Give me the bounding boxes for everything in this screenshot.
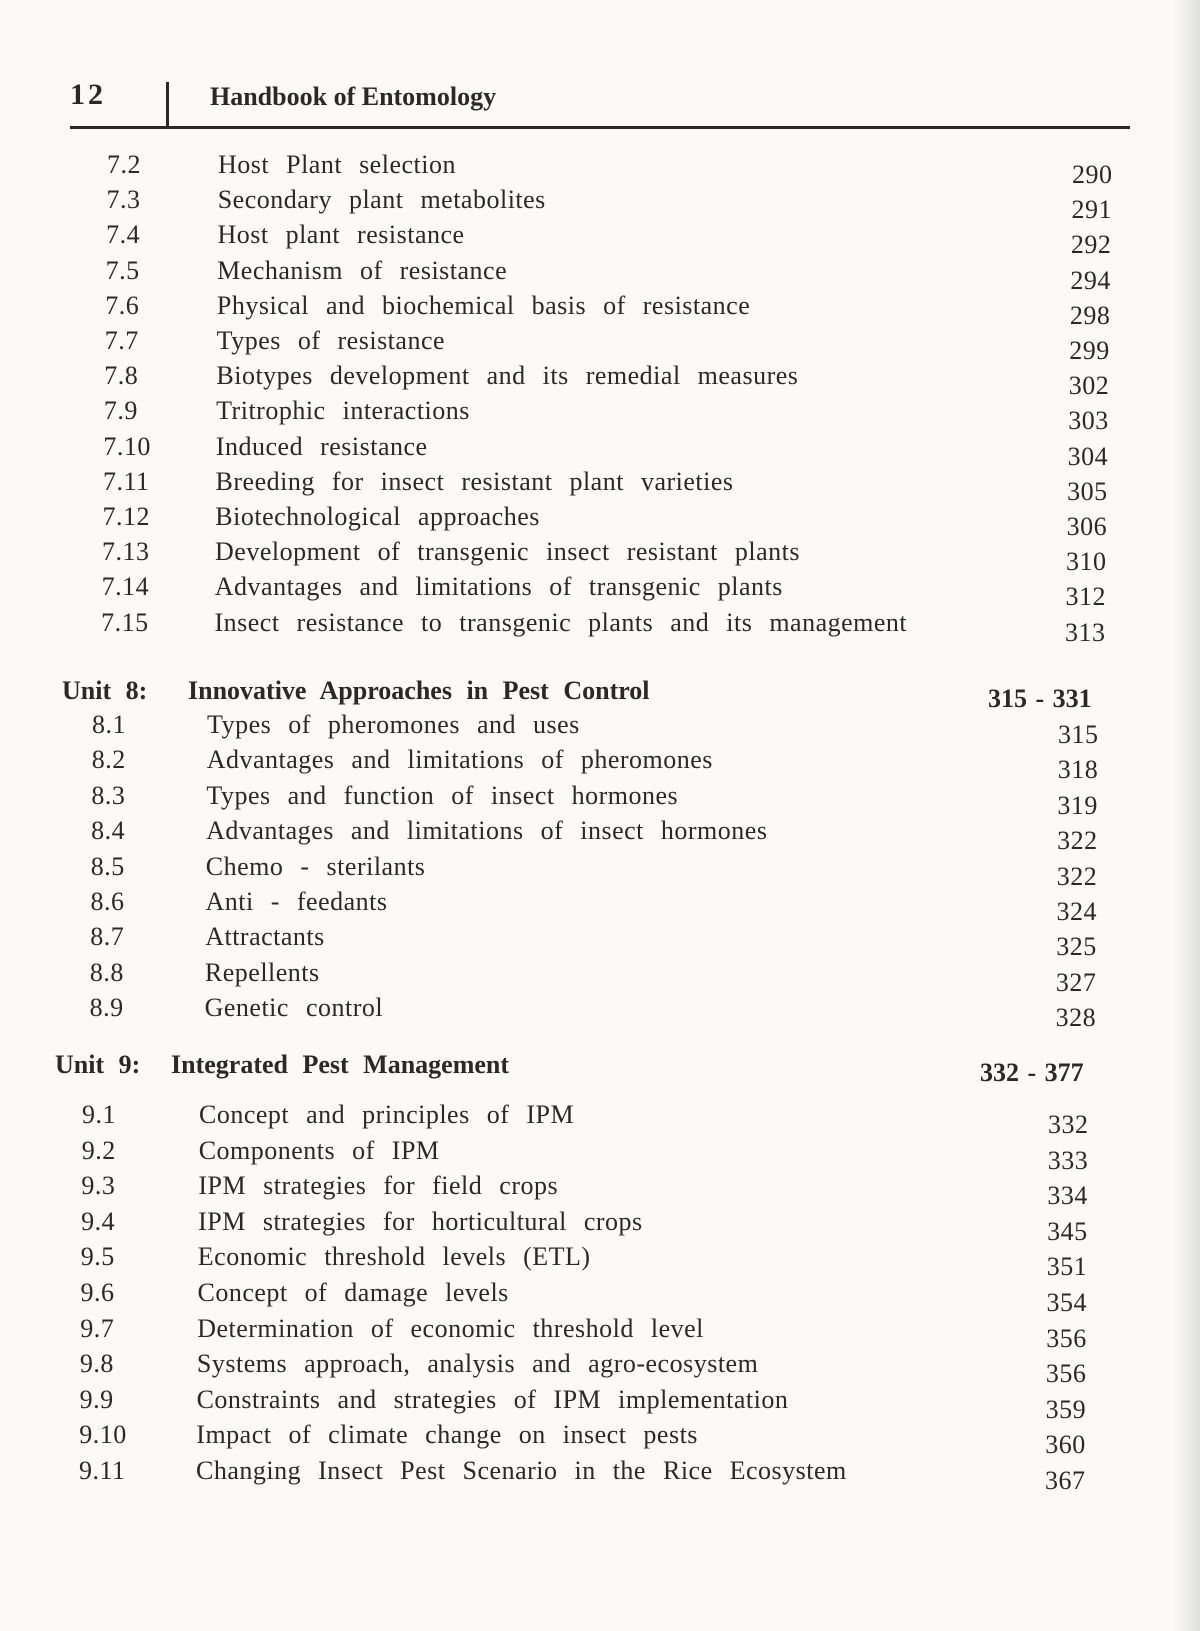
toc-entry	[90, 922, 1126, 962]
unit-heading	[62, 676, 1118, 712]
unit-title: Innovative Approaches in Pest Control	[188, 676, 650, 705]
toc-entry	[90, 851, 1127, 891]
section-number: 9.9	[79, 1384, 114, 1414]
section-number: 7.6	[105, 290, 140, 320]
section-title: Components of IPM	[198, 1135, 440, 1165]
page-number: 12	[70, 78, 106, 111]
section-number: 9.7	[80, 1313, 115, 1343]
section-number: 9.5	[80, 1242, 115, 1272]
unit-label: Unit 9:	[55, 1050, 141, 1079]
page-reference: 291	[1071, 195, 1112, 225]
section-title: Types and function of insect hormones	[206, 780, 679, 810]
page-reference: 359	[1045, 1394, 1087, 1424]
section-title: Constraints and strategies of IPM implementation	[196, 1384, 789, 1414]
section-title: Concept of damage levels	[197, 1278, 509, 1307]
section-title: Advantages and limitations of pheromones	[206, 745, 713, 775]
toc-entry	[102, 502, 1137, 541]
page-reference: 319	[1057, 790, 1098, 820]
page-reference: 303	[1068, 406, 1109, 436]
toc-entry	[102, 537, 1136, 577]
section-title: IPM strategies for field crops	[198, 1171, 559, 1201]
section-title: Types of pheromones and uses	[207, 710, 580, 739]
section-number: 9.11	[79, 1456, 126, 1485]
toc-entry	[107, 150, 1142, 189]
toc-entry	[79, 1349, 1116, 1389]
section-number: 8.4	[91, 816, 126, 846]
section-title: Development of transgenic insect resistant plants	[215, 537, 800, 567]
toc-entry	[92, 710, 1128, 749]
toc-entry	[89, 957, 1126, 997]
section-number: 8.8	[89, 957, 124, 987]
page-reference: 299	[1069, 336, 1110, 365]
section-title: Genetic control	[204, 993, 384, 1023]
section-number: 8.9	[89, 993, 124, 1023]
toc-entry	[90, 887, 1127, 926]
section-title: Advantages and limitations of transgenic plants	[214, 572, 783, 602]
section-number: 7.5	[105, 255, 140, 285]
section-title: Types of resistance	[216, 326, 446, 355]
page-reference: 367	[1045, 1466, 1086, 1495]
toc-entry	[81, 1171, 1117, 1211]
page-reference: 324	[1056, 897, 1097, 926]
toc-entry	[82, 1100, 1118, 1139]
section-number: 7.2	[107, 150, 141, 179]
toc-entry	[80, 1278, 1117, 1317]
page-reference: 334	[1047, 1181, 1088, 1211]
section-number: 7.10	[103, 431, 151, 461]
section-number: 8.2	[91, 745, 126, 775]
section-number: 7.7	[104, 326, 139, 355]
page-reference: 345	[1047, 1216, 1088, 1246]
section-number: 9.3	[81, 1171, 116, 1201]
toc-entry	[79, 1456, 1115, 1495]
section-title: Attractants	[205, 922, 325, 952]
section-number: 9.6	[80, 1278, 115, 1307]
section-title: Physical and biochemical basis of resistance	[216, 290, 751, 320]
unit-title: Integrated Pest Management	[171, 1050, 510, 1079]
unit-page-range: 315 - 331	[988, 684, 1092, 713]
page-reference: 298	[1069, 300, 1111, 330]
section-number: 7.4	[106, 220, 141, 250]
toc-entry	[101, 607, 1135, 647]
toc-entry	[105, 290, 1140, 330]
section-number: 9.1	[82, 1100, 116, 1129]
page-reference: 310	[1066, 547, 1107, 577]
page-reference: 306	[1066, 512, 1108, 541]
section-number: 8.7	[90, 922, 125, 952]
toc-entry	[104, 326, 1140, 365]
section-title: Insect resistance to transgenic plants and its management	[214, 607, 908, 637]
section-number: 9.2	[81, 1135, 116, 1165]
page-reference: 332	[1048, 1110, 1089, 1139]
section-number: 9.4	[81, 1206, 116, 1236]
unit-label: Unit 8:	[62, 676, 148, 705]
section-title: Mechanism of resistance	[217, 255, 508, 285]
toc-entry	[81, 1135, 1118, 1175]
section-number: 7.14	[101, 572, 150, 602]
section-number: 8.5	[90, 851, 125, 881]
toc-entry	[89, 993, 1126, 1033]
page-reference: 312	[1065, 582, 1106, 612]
page-reference: 294	[1070, 265, 1111, 295]
section-title: Concept and principles of IPM	[199, 1100, 575, 1129]
section-number: 7.12	[102, 502, 150, 531]
section-number: 8.6	[90, 887, 125, 916]
unit-heading	[55, 1050, 1110, 1086]
section-title: Secondary plant metabolites	[217, 185, 546, 215]
section-title: Induced resistance	[215, 431, 428, 461]
toc-entry	[106, 185, 1142, 225]
page-reference: 328	[1055, 1003, 1097, 1033]
section-title: Anti - feedants	[205, 887, 388, 916]
section-title: Advantages and limitations of insect hormones	[206, 816, 768, 846]
toc-entry	[91, 780, 1127, 820]
page-reference: 356	[1046, 1323, 1087, 1353]
section-title: Changing Insect Pest Scenario in the Rice Ecosystem	[196, 1456, 847, 1485]
page-reference: 302	[1068, 371, 1110, 401]
section-title: IPM strategies for horticultural crops	[198, 1206, 643, 1236]
page-reference: 315	[1058, 720, 1099, 749]
page-reference: 313	[1064, 617, 1106, 647]
page-reference: 360	[1045, 1430, 1086, 1460]
page-reference: 327	[1055, 967, 1097, 997]
section-number: 7.11	[102, 466, 150, 496]
toc-entry	[80, 1313, 1116, 1353]
page-reference: 356	[1045, 1359, 1087, 1389]
toc-entry	[106, 220, 1141, 260]
section-number: 8.3	[91, 780, 126, 810]
toc-entry	[91, 816, 1127, 856]
section-title: Host plant resistance	[217, 220, 465, 250]
page-reference: 290	[1072, 160, 1113, 189]
page-reference: 304	[1067, 441, 1109, 471]
page-reference: 305	[1067, 476, 1108, 506]
section-title: Systems approach, analysis and agro-ecosystem	[196, 1349, 759, 1379]
page-reference: 322	[1056, 861, 1098, 891]
section-title: Determination of economic threshold level	[197, 1313, 704, 1343]
section-title: Host Plant selection	[218, 150, 456, 179]
unit-page-range: 332 - 377	[980, 1058, 1084, 1087]
toc-entry	[91, 745, 1128, 785]
toc-entry	[105, 255, 1141, 295]
toc-entry	[103, 396, 1138, 436]
toc-entry	[81, 1206, 1117, 1246]
section-title: Repellents	[204, 957, 320, 987]
section-number: 9.10	[79, 1420, 127, 1450]
toc-entry	[79, 1420, 1115, 1460]
section-title: Chemo - sterilants	[205, 851, 426, 881]
toc-entry	[101, 572, 1136, 612]
page-reference: 292	[1070, 230, 1112, 260]
section-title: Impact of climate change on insect pests	[196, 1420, 698, 1450]
section-number: 8.1	[92, 710, 126, 739]
section-number: 7.3	[106, 185, 141, 215]
book-title: Handbook of Entomology	[210, 82, 497, 111]
section-number: 7.15	[101, 607, 149, 637]
section-title: Tritrophic interactions	[216, 396, 470, 426]
section-number: 7.13	[102, 537, 150, 567]
section-number: 7.8	[104, 361, 139, 391]
toc-entry	[104, 361, 1138, 401]
toc-entry	[103, 431, 1137, 471]
toc-entry	[102, 466, 1137, 506]
page-reference: 322	[1057, 826, 1098, 856]
page-reference: 325	[1056, 932, 1097, 962]
page-reference: 351	[1046, 1252, 1088, 1282]
toc-entry	[80, 1242, 1117, 1282]
section-number: 9.8	[79, 1349, 114, 1379]
section-title: Biotypes development and its remedial measures	[216, 361, 799, 391]
toc-entry	[79, 1384, 1116, 1424]
page-reference: 318	[1057, 755, 1099, 785]
section-title: Economic threshold levels (ETL)	[197, 1242, 591, 1272]
section-title: Breeding for insect resistant plant varieties	[215, 466, 734, 496]
section-title: Biotechnological approaches	[215, 502, 540, 531]
page-reference: 333	[1047, 1145, 1089, 1175]
page-reference: 354	[1046, 1288, 1087, 1317]
section-number: 7.9	[103, 396, 138, 426]
